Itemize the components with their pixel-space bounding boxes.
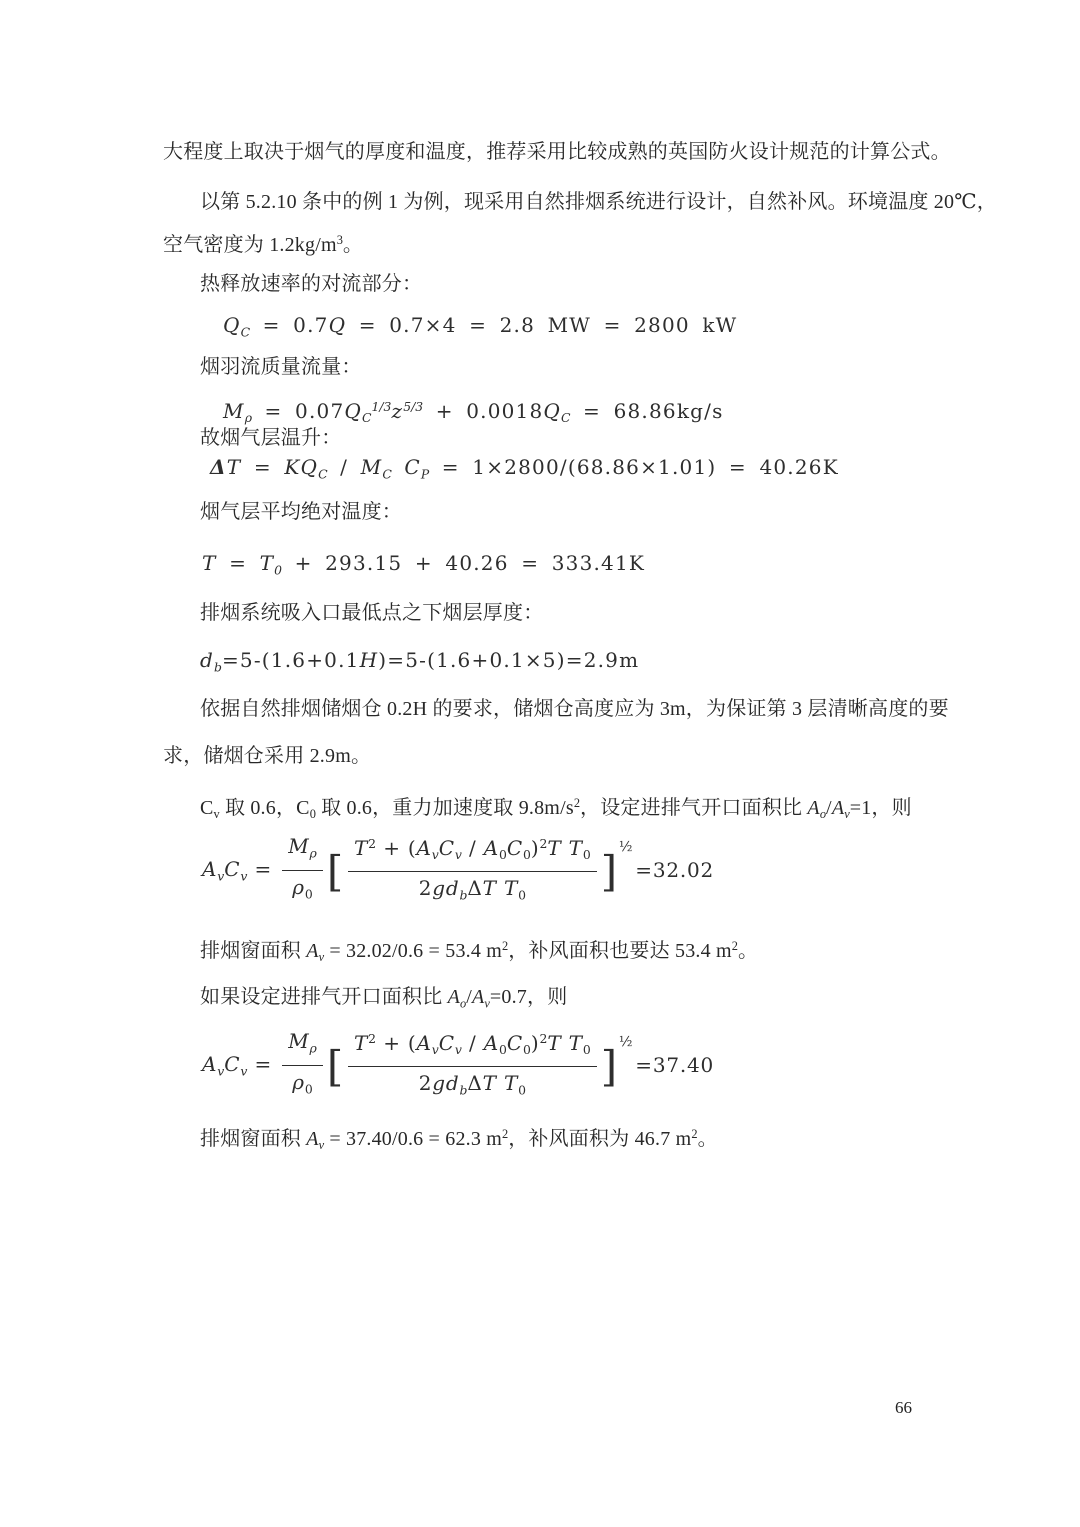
heading-avg-abs-temp: 烟气层平均绝对温度： — [200, 501, 402, 523]
formula-lead: $A_vC_v$ = — [202, 856, 280, 884]
formula-lead: $A_vC_v$ = — [202, 1051, 280, 1079]
right-bracket: ] — [600, 847, 618, 896]
left-bracket: [ — [326, 1042, 344, 1091]
left-bracket: [ — [326, 847, 344, 896]
fraction-numerator: $T^2 + (A_vC_v / A_0C_0)^2T$ $T_0$ — [348, 1027, 597, 1067]
fraction-denominator: $2gd_b\Delta T$ $T_0$ — [418, 1071, 526, 1098]
formula-delta-t: $\Delta T = KQ_C / M_C$ $C_P = 1\times 2800/(68.86\times 1.01) = 40.26K$ — [210, 455, 839, 482]
fraction-mrho-rho0 — [282, 834, 323, 906]
page-number: 66 — [895, 1398, 912, 1417]
heading-smoke-layer-depth: 排烟系统吸入口最低点之下烟层厚度： — [200, 602, 544, 624]
formula-avcv-ratio1 — [202, 835, 714, 905]
fraction-numerator: $M_\rho$ — [282, 834, 323, 870]
formula-avcv-ratio2 — [202, 1030, 714, 1100]
fraction-mrho-rho0 — [282, 1029, 323, 1101]
formula-result: =37.40 — [635, 1053, 715, 1077]
heading-temp-rise: 故烟气层温升： — [200, 427, 342, 449]
formula-qc: $Q_C = 0.7Q = 0.7\times 4 = 2.8$ MW = 2800 kW — [223, 313, 738, 340]
formula-result: =32.02 — [635, 858, 715, 882]
heading-plume-mass-flow: 烟羽流质量流量： — [200, 356, 362, 378]
fraction-denominator: $\rho_0$ — [292, 874, 313, 901]
para-intro-continuation: 大程度上取决于烟气的厚度和温度，推荐采用比较成熟的英国防火设计规范的计算公式。 — [163, 141, 951, 163]
formula-abs-temp: $T = T_0 + 293.15 + 40.26 = 333.41K$ — [202, 551, 646, 578]
right-bracket: ] — [600, 1042, 618, 1091]
half-exponent: ½ — [618, 1034, 634, 1050]
para-if-ratio: 如果设定进排气开口面积比 $A_o/A_v=0.7$，则 — [200, 986, 568, 1011]
formula-db: $d_b=5-(1.6+0.1H)=5-(1.6+0.1\times 5)=2.9m$ — [200, 648, 640, 675]
half-exponent: ½ — [618, 839, 634, 855]
fraction-numerator: $M_\rho$ — [282, 1029, 323, 1065]
fraction-denominator: $\rho_0$ — [292, 1069, 313, 1096]
fraction-denominator: $2gd_b\Delta T$ $T_0$ — [418, 876, 526, 903]
heading-convective-hrr: 热释放速率的对流部分： — [200, 273, 423, 295]
para-vent-area-1: 排烟窗面积 $A_v = 32.02/0.6 = 53.4$ $m^2$，补风面积也要达 53.4 $m^2$。 — [200, 939, 759, 965]
fraction-main — [348, 832, 597, 907]
fraction-numerator: $T^2 + (A_vC_v / A_0C_0)^2T$ $T_0$ — [348, 832, 597, 872]
fraction-main — [348, 1027, 597, 1102]
para-reservoir-line2: 求，储烟仓采用 2.9m。 — [163, 745, 372, 767]
para-reservoir-line1: 依据自然排烟储烟仓 0.2H 的要求，储烟仓高度应为 3m，为保证第 3 层清晰高度的要 — [200, 698, 949, 720]
para-example-setup: 以第 5.2.10 条中的例 1 为例，现采用自然排烟系统进行设计，自然补风。环境温度 20℃， — [200, 191, 997, 213]
para-cv-assumptions: $C_v$ 取 0.6，$C_0$ 取 0.6，重力加速度取 $9.8m/s^2$，设定进排气开口面积比 $A_o/A_v=1$，则 — [200, 796, 912, 822]
para-air-density: 空气密度为 $1.2kg/m^3$。 — [163, 233, 364, 256]
formula-mass-flow: $M_\rho = 0.07Q_C^{1/3}z^{5/3} + 0.0018Q_C = 68.86kg/s$ — [223, 398, 724, 426]
para-vent-area-2: 排烟窗面积 $A_v = 37.40/0.6 = 62.3$ $m^2$，补风面积为 46.7 $m^2$。 — [200, 1127, 718, 1153]
